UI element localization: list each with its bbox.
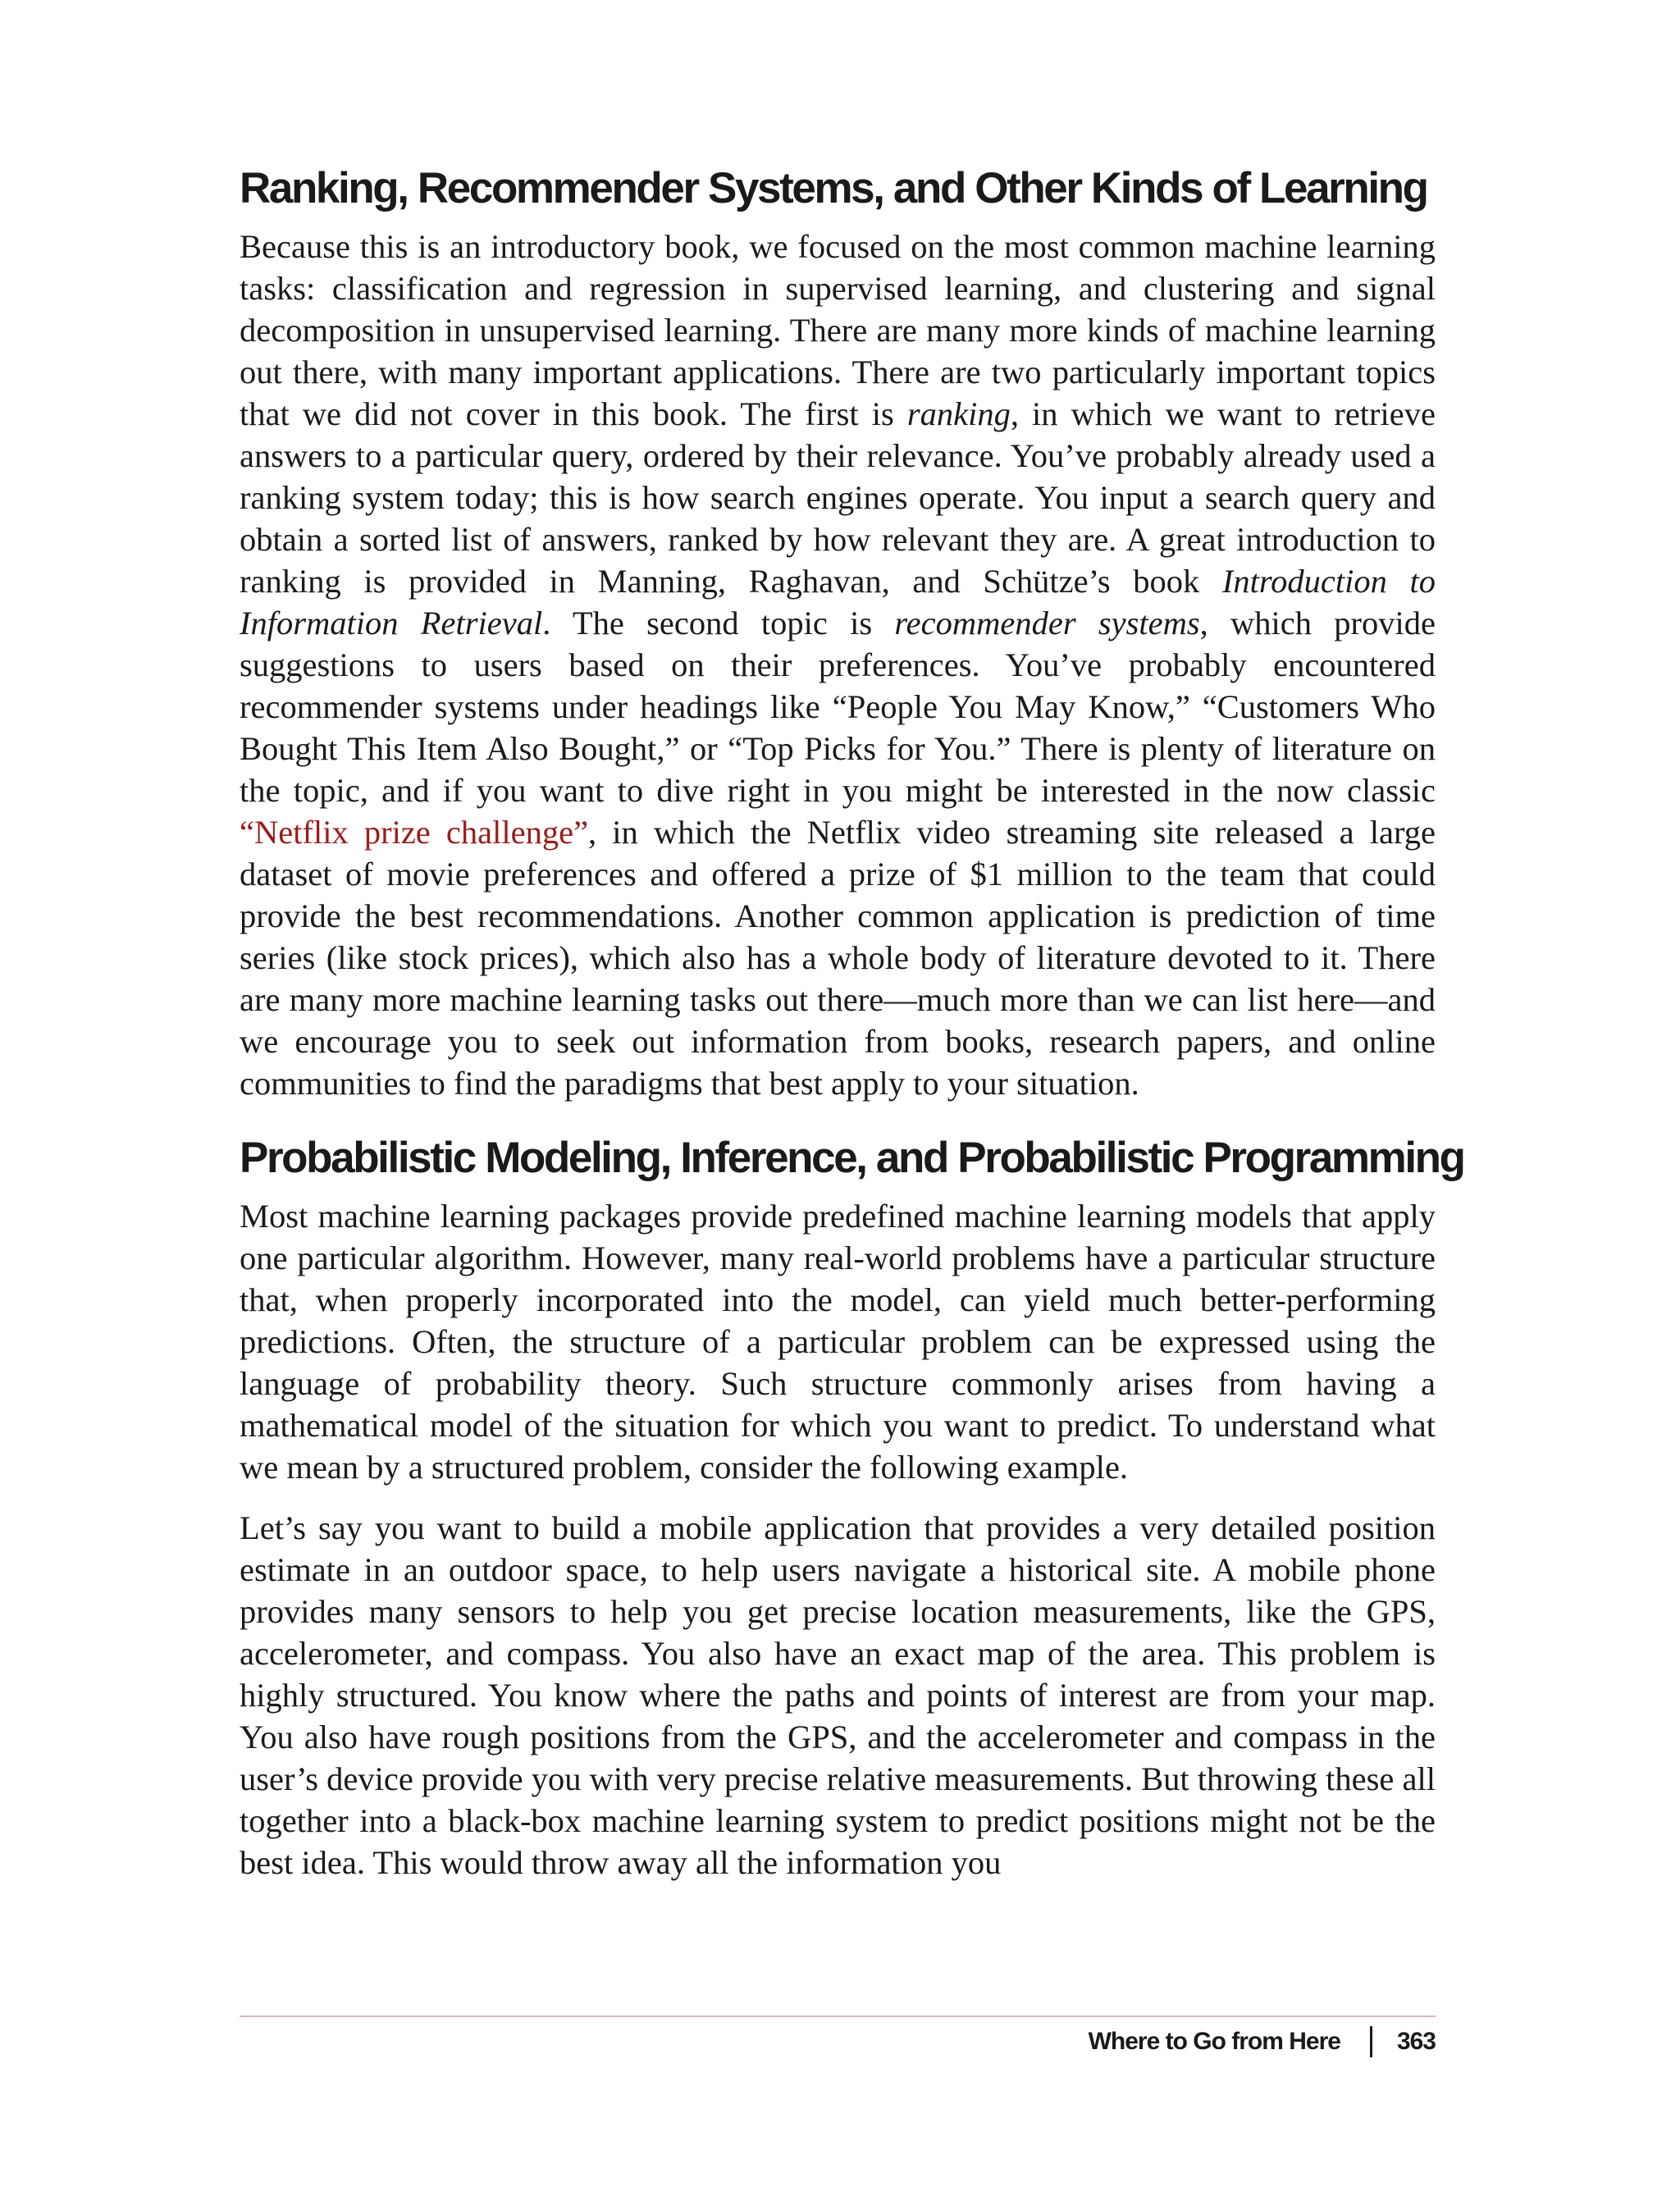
footer-divider [240, 2016, 1436, 2017]
footer-page-number: 363 [1396, 2028, 1436, 2055]
page-content [240, 164, 1464, 1883]
paragraph-probabilistic-intro: Most machine learning packages provide predefined machine learning models that apply one particular algorithm. However, many real-world problems have a particular structure that, when properly incorporated into the model, can yield much better-performing predictions. Often, the structure of a particular problem can be expressed using the language of probability theory. Such structure commonly arises from having a mathematical model of the situation for which you want to predict. To understand what we mean by a structured problem, consider the following example. [240, 1197, 1436, 1486]
text-run: . The second topic is [542, 604, 895, 641]
netflix-prize-link[interactable]: “Netflix prize challenge” [240, 813, 589, 851]
term-ranking: ranking [906, 395, 1011, 432]
footer-separator [1370, 2026, 1372, 2057]
book-title: Introduction to Information Retrieval [240, 562, 1436, 641]
footer-chapter-title: Where to Go from Here [1088, 2028, 1340, 2055]
text-run: , which provide suggestions to users based on their preferences. You’ve probably encountered recommender systems under headings like “People You May Know,” “Customers Who Bought This Item Also Bought,” or “Top Picks for You.” There is plenty of literature on the topic, and if you want to dive right in you might be interested in the now classic [240, 604, 1436, 809]
term-recommender-systems: recommender systems [894, 604, 1200, 641]
text-run: Because this is an introductory book, we focused on the most common machine learning tasks: classification and regression in supervised learning, and clustering and signal decomposition in unsupervised learning. There are many more kinds of machine learning out there, with many important applications. There are two particularly important topics that we did not cover in this book. The first is [240, 227, 1436, 432]
text-run: , in which we want to retrieve answers to a particular query, ordered by their relevance. You’ve probably already used a ranking system today; this is how search engines operate. You input a search query and obtain a sorted list of answers, ranked by how relevant they are. A great introduction to ranking is provided in Manning, Raghavan, and Schütze’s book [240, 395, 1436, 600]
page-footer [1089, 2026, 1436, 2057]
text-run: , in which the Netflix video streaming site released a large dataset of movie preferences and offered a prize of $1 million to the team that could provide the best recommendations. Another common application is prediction of time series (like stock prices), which also has a whole body of literature devoted to it. There are many more machine learning tasks out there—much more than we can list here—and we encourage you to seek out information from books, research papers, and online communities to find the paradigms that best apply to your situation. [240, 813, 1436, 1102]
paragraph-mobile-example: Let’s say you want to build a mobile application that provides a very detailed position estimate in an outdoor space, to help users navigate a historical site. A mobile phone provides many sensors to help you get precise location measurements, like the GPS, accelerometer, and compass. You also have an exact map of the area. This problem is highly structured. You know where the paths and points of interest are from your map. You also have rough positions from the GPS, and the accelerometer and compass in the user’s device provide you with very precise relative measurements. But throwing these all together into a black-box machine learning system to predict positions might not be the best idea. This would throw away all the information you [240, 1509, 1436, 1881]
section-heading-probabilistic: Probabilistic Modeling, Inference, and Probabilistic Programming [240, 1133, 1464, 1182]
section-heading-ranking: Ranking, Recommender Systems, and Other Kinds of Learning [240, 164, 1427, 212]
paragraph-ranking [240, 226, 1436, 1104]
